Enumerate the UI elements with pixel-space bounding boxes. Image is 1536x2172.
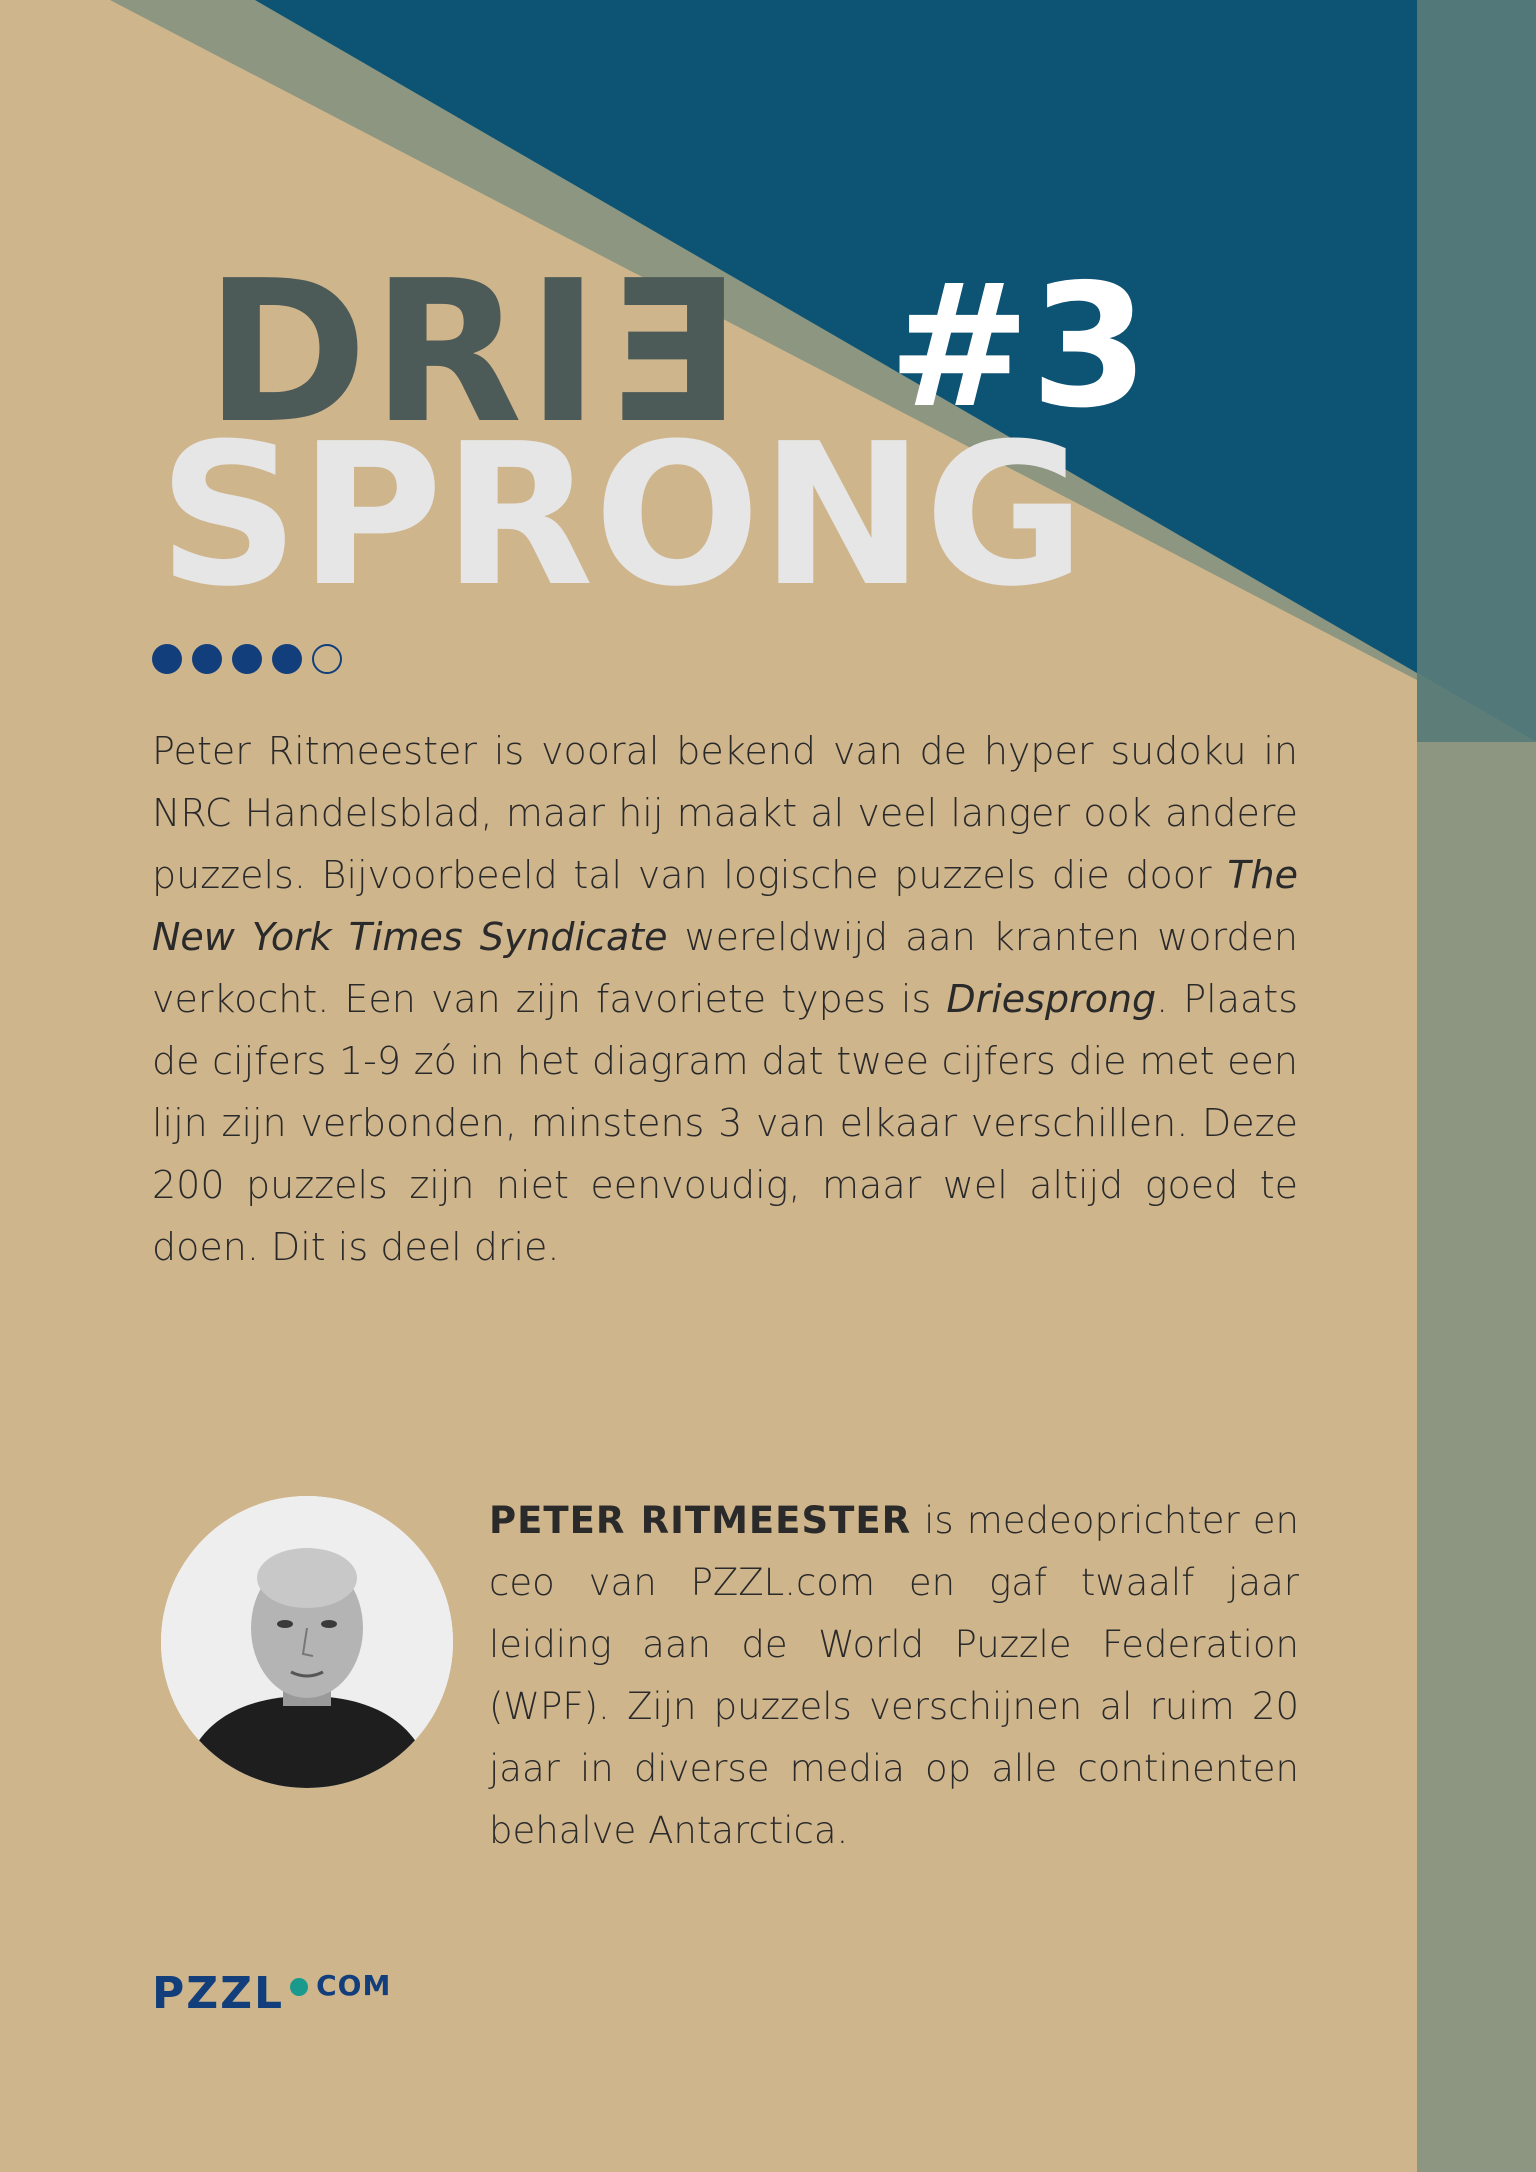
pzzl-logo: PZZL COM — [152, 1968, 392, 2019]
mirrored-e: E — [603, 239, 742, 467]
logo-dot-icon — [290, 1978, 308, 1996]
description: Peter Ritmeester is vooral bekend van de hyper sudoku in NRC Handelsblad, maar hij maakt al veel langer ook andere puzzels. Bijvoorbeeld tal van logische puzzels die door The New York Times Syndicate wereldwijd aan kranten worden verkocht. Een van zijn favoriete types is Driesprong. Plaats de cijfers 1-9 zó in het diagram dat twee cijfers die met een lijn zijn verbonden, minstens 3 van elkaar verschillen. Deze 200 puzzels zijn niet eenvoudig, maar wel altijd goed te doen. Dit is deel drie. — [152, 729, 1299, 1269]
rating-dot-filled — [232, 644, 262, 674]
author-photo — [161, 1496, 453, 1788]
title-drie: DRIE — [205, 239, 742, 467]
issue-number: #3 — [888, 248, 1149, 446]
right-strip-lower — [1417, 742, 1536, 2172]
title-sprong: SPRONG — [158, 402, 1086, 630]
author-bio: PETER RITMEESTER is medeoprichter en ceo van PZZL.com en gaf twaalf jaar leiding aan de World Puzzle Federation (WPF). Zijn puzzels verschijnen al ruim 20 jaar in diverse media op alle continenten behalve Antarctica. — [489, 1499, 1299, 1852]
syndicate-name: The New York Times Syndicate — [152, 853, 1298, 959]
difficulty-rating — [152, 644, 342, 674]
rating-dot-filled — [152, 644, 182, 674]
author-name: PETER RITMEESTER — [489, 1499, 912, 1542]
puzzle-type-name: Driesprong — [946, 977, 1157, 1021]
rating-dot-filled — [272, 644, 302, 674]
rating-dot-empty — [312, 644, 342, 674]
rating-dot-filled — [192, 644, 222, 674]
